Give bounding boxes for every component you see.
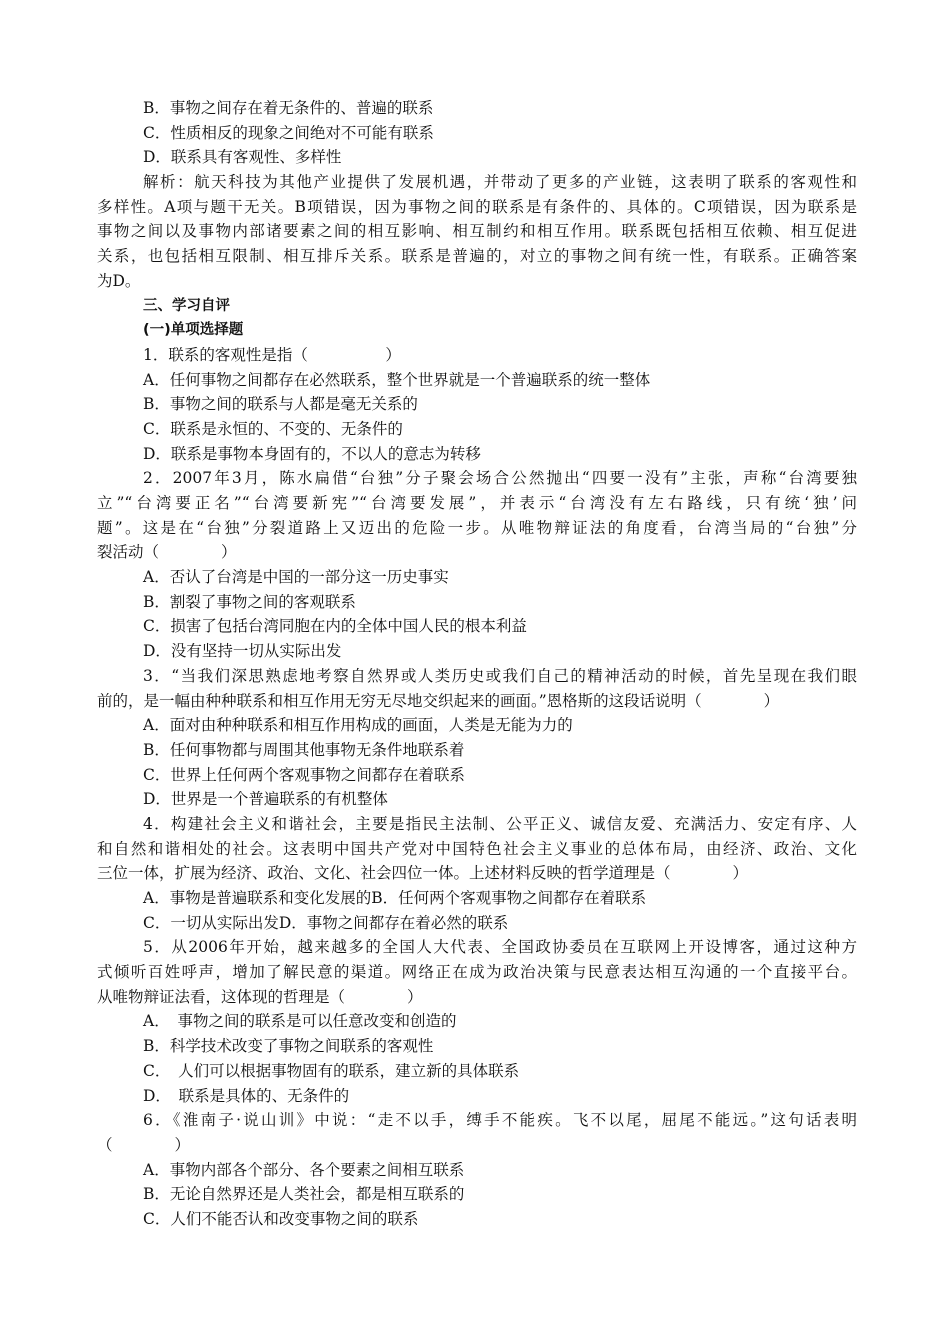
question-4-options-ab: A．事物是普遍联系和变化发展的B．任何两个客观事物之间都存在着联系 bbox=[143, 889, 647, 907]
question-4-options-cd: C．一切从实际出发D．事物之间都存在着必然的联系 bbox=[143, 913, 509, 932]
question-3-option-d: D．世界是一个普遍联系的有机整体 bbox=[143, 790, 388, 809]
question-1-option-c: C．联系是永恒的、不变的、无条件的 bbox=[143, 419, 403, 438]
question-5-option-c: C． 人们可以根据事物固有的联系，建立新的具体联系 bbox=[143, 1061, 520, 1080]
prev-option-d: D．联系具有客观性、多样性 bbox=[143, 148, 342, 167]
question-2-option-a: A．否认了台湾是中国的一部分这一历史事实 bbox=[143, 568, 449, 587]
question-1-option-b: B．事物之间的联系与人都是毫无关系的 bbox=[143, 395, 418, 414]
question-1-stem: 1．联系的客观性是指（ ） bbox=[143, 345, 401, 364]
question-5-stem-line-2: 式倾听百姓呼声，增加了解民意的渠道。网络正在成为政治决策与民意表达相互沟通的一个直接平台。 bbox=[97, 963, 857, 982]
analysis-line-2: 多样性。A项与题干无关。B项错误，因为事物之间的联系是有条件的、具体的。C项错误，因为联系是 bbox=[97, 197, 857, 216]
question-1-option-a: A．任何事物之间都存在必然联系，整个世界就是一个普遍联系的统一整体 bbox=[143, 370, 651, 389]
question-2-stem-line-2: 立”“台湾要正名”“台湾要新宪”“台湾要发展”，并表示“台湾没有左右路线，只有统‘独’问 bbox=[97, 494, 857, 512]
analysis-line-3: 事物之间以及事物内部诸要素之间的相互影响、相互制约和相互作用。联系既包括相互依赖、相互促进 bbox=[97, 222, 857, 241]
section-title: 三、学习自评 bbox=[143, 297, 230, 314]
question-5-option-b: B．科学技术改变了事物之间联系的客观性 bbox=[143, 1037, 434, 1056]
question-6-option-b: B．无论自然界还是人类社会，都是相互联系的 bbox=[143, 1185, 465, 1204]
question-3-option-b: B．任何事物都与周围其他事物无条件地联系着 bbox=[143, 740, 465, 759]
question-6-stem-line-2: （ ） bbox=[97, 1135, 191, 1154]
question-5-stem-line-3: 从唯物辩证法看，这体现的哲理是（ ） bbox=[97, 987, 423, 1006]
subsection-title: (一)单项选择题 bbox=[143, 322, 244, 339]
question-2-stem-line-3: 题”。这是在“台独”分裂道路上又迈出的危险一步。从唯物辩证法的角度看，台湾当局的“台独”分 bbox=[97, 518, 857, 537]
question-3-option-c: C．世界上任何两个客观事物之间都存在着联系 bbox=[143, 765, 465, 784]
question-6-stem-line-1: 6．《淮南子·说山训》中说：“走不以手，缚手不能疾。飞不以尾，屈尾不能远。”这句话表明 bbox=[143, 1111, 857, 1130]
question-4-stem-line-3: 三位一体，扩展为经济、政治、文化、社会四位一体。上述材料反映的哲学道理是（ ） bbox=[97, 864, 749, 883]
question-5-option-d: D． 联系是具体的、无条件的 bbox=[143, 1086, 350, 1105]
prev-option-c: C．性质相反的现象之间绝对不可能有联系 bbox=[143, 123, 434, 142]
question-2-stem-line-4: 裂活动（ ） bbox=[97, 543, 237, 562]
question-6-option-c: C．人们不能否认和改变事物之间的联系 bbox=[143, 1209, 419, 1228]
prev-option-b: B．事物之间存在着无条件的、普遍的联系 bbox=[143, 99, 434, 117]
question-4-stem-line-1: 4．构建社会主义和谐社会，主要是指民主法制、公平正义、诚信友爱、充满活力、安定有序、人 bbox=[143, 814, 857, 833]
question-2-option-d: D．没有坚持一切从实际出发 bbox=[143, 642, 342, 661]
question-2-option-b: B．割裂了事物之间的客观联系 bbox=[143, 592, 356, 611]
question-1-option-d: D．联系是事物本身固有的，不以人的意志为转移 bbox=[143, 444, 481, 463]
analysis-line-5: 为D。 bbox=[97, 271, 141, 290]
question-2-stem-line-1: 2．2007年3月，陈水扁借“台独”分子聚会场合公然抛出“四要一没有”主张，声称“台湾要独 bbox=[143, 469, 857, 488]
question-6-option-a: A．事物内部各个部分、各个要素之间相互联系 bbox=[143, 1160, 465, 1179]
question-5-stem-line-1: 5．从2006年开始，越来越多的全国人大代表、全国政协委员在互联网上开设博客，通过这种方 bbox=[143, 938, 857, 957]
question-5-option-a: A． 事物之间的联系是可以任意改变和创造的 bbox=[143, 1012, 457, 1031]
question-4-stem-line-2: 和自然和谐相处的社会。这表明中国共产党对中国特色社会主义事业的总体布局，由经济、政治、文化 bbox=[97, 839, 857, 858]
question-3-stem-line-2: 前的，是一幅由种种联系和相互作用无穷无尽地交织起来的画面。”恩格斯的这段话说明（ ） bbox=[97, 691, 780, 710]
question-3-stem-line-1: 3．“当我们深思熟虑地考察自然界或人类历史或我们自己的精神活动的时候，首先呈现在我们眼 bbox=[143, 666, 857, 685]
question-3-option-a: A．面对由种种联系和相互作用构成的画面，人类是无能为力的 bbox=[143, 716, 573, 735]
analysis-line-1: 解析：航天科技为其他产业提供了发展机遇，并带动了更多的产业链，这表明了联系的客观性和 bbox=[143, 173, 857, 192]
document-page bbox=[0, 96, 950, 1232]
analysis-line-4: 关系，也包括相互限制、相互排斥关系。联系是普遍的，对立的事物之间有统一性，有联系。正确答案 bbox=[97, 247, 857, 266]
question-2-option-c: C．损害了包括台湾同胞在内的全体中国人民的根本利益 bbox=[143, 617, 527, 636]
